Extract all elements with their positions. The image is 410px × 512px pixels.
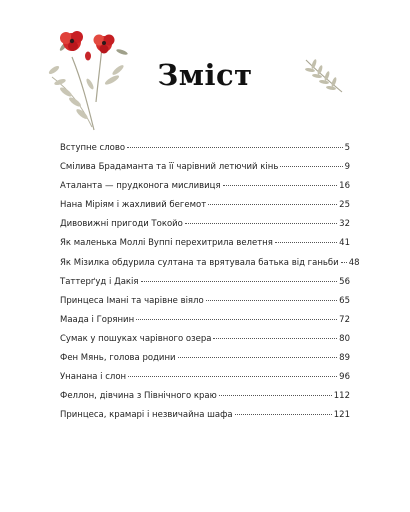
- toc-entry[interactable]: [60, 410, 350, 429]
- toc-entry-page: 9: [344, 162, 350, 173]
- dot-leader: [206, 300, 337, 301]
- toc-entry[interactable]: [60, 219, 350, 238]
- toc-entry[interactable]: [60, 372, 350, 391]
- toc-entry-page: 25: [339, 200, 350, 211]
- dot-leader: [136, 319, 337, 320]
- toc-entry[interactable]: [60, 353, 350, 372]
- toc-entry-title: Як Мізилка обдурила султана та врятувала батька від ганьби: [60, 257, 339, 268]
- toc-entry-page: 56: [339, 276, 350, 287]
- toc-entry-page: 112: [333, 391, 350, 402]
- toc-entry[interactable]: [60, 200, 350, 219]
- dot-leader: [219, 395, 332, 396]
- page-title: Зміст: [157, 58, 253, 92]
- toc-entry-title: Як маленька Моллі Вуппі перехитрила велетня: [60, 238, 273, 249]
- dot-leader: [178, 357, 338, 358]
- toc-entry-page: 80: [339, 333, 350, 344]
- toc-entry-title: Принцеса Імані та чарівне віяло: [60, 295, 204, 306]
- toc-entry-page: 32: [339, 219, 350, 230]
- dot-leader: [185, 223, 337, 224]
- toc-entry-title: Фен Мянь, голова родини: [60, 353, 176, 364]
- toc-entry-title: Феллон, дівчина з Північного краю: [60, 391, 217, 402]
- dot-leader: [213, 338, 337, 339]
- toc-entry-page: 96: [339, 372, 350, 383]
- toc-entry[interactable]: [60, 143, 350, 162]
- toc-entry[interactable]: [60, 296, 350, 315]
- dot-leader: [280, 166, 342, 167]
- toc-entry-page: 16: [339, 181, 350, 192]
- toc-entry-page: 48: [348, 257, 360, 268]
- toc-entry[interactable]: [60, 257, 360, 277]
- toc-entry[interactable]: [60, 334, 350, 353]
- toc-entry[interactable]: [60, 391, 350, 410]
- toc-entry-title: Принцеса, крамарі і незвичайна шафа: [60, 410, 233, 421]
- toc-entry-page: 121: [333, 410, 350, 421]
- toc-entry-page: 5: [344, 143, 350, 153]
- toc-entry-title: Маада і Горянин: [60, 314, 135, 325]
- toc-entry[interactable]: [60, 238, 350, 257]
- toc-entry[interactable]: [60, 181, 350, 200]
- dot-leader: [275, 242, 337, 243]
- toc-entry-page: 72: [339, 314, 350, 325]
- toc-entry-title: Вступне слово: [60, 143, 126, 153]
- dot-leader: [127, 147, 343, 148]
- toc-entry-title: Сумак у пошуках чарівного озера: [60, 333, 212, 344]
- toc-entry-page: 89: [339, 353, 350, 364]
- toc-entry-title: Унанана і слон: [60, 372, 127, 383]
- dot-leader: [341, 262, 347, 263]
- toc-entry-title: Смілива Брадаманта та її чарівний летючий кінь: [60, 162, 279, 173]
- toc-entry-title: Нана Міріям і жахливий бегемот: [60, 200, 207, 211]
- toc-entry[interactable]: [60, 162, 350, 181]
- dot-leader: [235, 414, 332, 415]
- dot-leader: [141, 281, 338, 282]
- table-of-contents: [60, 143, 360, 429]
- toc-entry[interactable]: [60, 315, 350, 334]
- toc-entry-title: Таттерґуд і Дакія: [60, 276, 139, 287]
- toc-entry-page: 65: [339, 295, 350, 306]
- dot-leader: [128, 376, 337, 377]
- toc-entry-page: 41: [339, 238, 350, 249]
- toc-entry[interactable]: [60, 277, 350, 296]
- toc-entry-title: Дивовижні пригоди Токойо: [60, 219, 183, 230]
- dot-leader: [208, 204, 337, 205]
- dot-leader: [223, 185, 338, 186]
- toc-entry-title: Аталанта — прудконога мисливиця: [60, 181, 221, 192]
